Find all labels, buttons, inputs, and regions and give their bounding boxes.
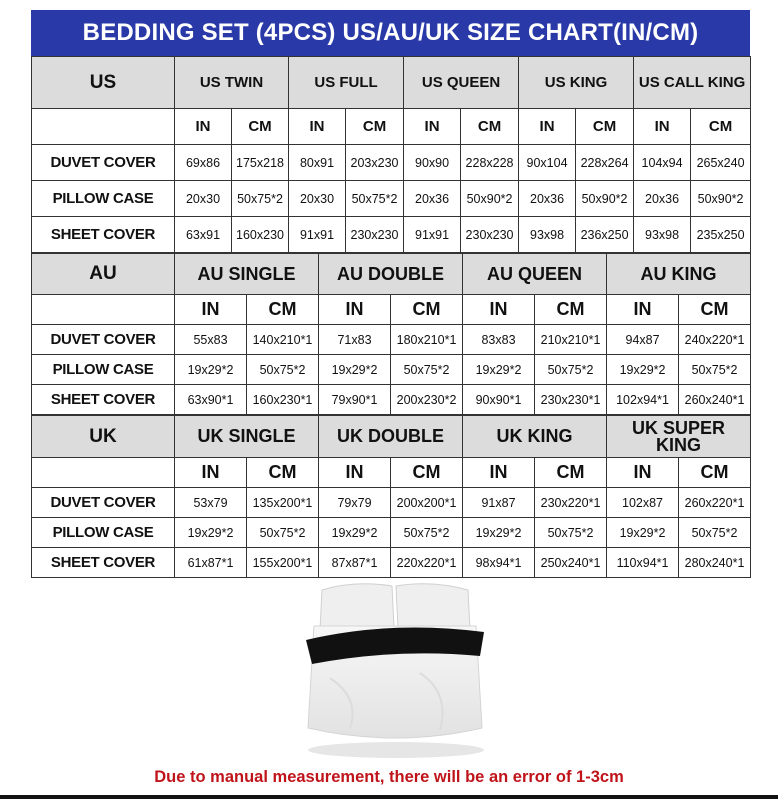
unit-cell: CM (247, 458, 319, 488)
value-cell: 104x94 (634, 145, 691, 181)
unit-cell: CM (691, 109, 751, 145)
uk-size-header-row (32, 416, 751, 458)
value-cell: 55x83 (175, 325, 247, 355)
uk-unit-row (32, 458, 751, 488)
au-size-header: AU QUEEN (463, 254, 607, 295)
us-size-header: US TWIN (175, 57, 289, 109)
unit-cell: IN (175, 295, 247, 325)
value-cell: 61x87*1 (175, 548, 247, 578)
value-cell: 50x75*2 (535, 355, 607, 385)
row-label: SHEET COVER (32, 217, 175, 253)
value-cell: 140x210*1 (247, 325, 319, 355)
table-row (32, 548, 751, 578)
value-cell: 50x75*2 (391, 355, 463, 385)
value-cell: 20x36 (404, 181, 461, 217)
value-cell: 50x75*2 (232, 181, 289, 217)
value-cell: 19x29*2 (319, 518, 391, 548)
value-cell: 20x30 (175, 181, 232, 217)
value-cell: 203x230 (346, 145, 404, 181)
unit-cell: IN (634, 109, 691, 145)
table-row (32, 145, 751, 181)
unit-cell: CM (679, 295, 751, 325)
value-cell: 230x230*1 (535, 385, 607, 415)
value-cell: 228x228 (461, 145, 519, 181)
value-cell: 220x220*1 (391, 548, 463, 578)
us-size-header: US FULL (289, 57, 404, 109)
value-cell: 260x240*1 (679, 385, 751, 415)
table-row (32, 488, 751, 518)
uk-size-header: UK SINGLE (175, 416, 319, 458)
row-label: SHEET COVER (32, 385, 175, 415)
row-label: SHEET COVER (32, 548, 175, 578)
bedding-set-photo-icon (300, 578, 490, 764)
value-cell: 50x75*2 (391, 518, 463, 548)
row-label: DUVET COVER (32, 488, 175, 518)
value-cell: 50x90*2 (691, 181, 751, 217)
unit-cell: CM (391, 295, 463, 325)
unit-cell: IN (404, 109, 461, 145)
us-size-header: US KING (519, 57, 634, 109)
au-size-header: AU SINGLE (175, 254, 319, 295)
value-cell: 69x86 (175, 145, 232, 181)
value-cell: 93x98 (519, 217, 576, 253)
unit-cell: IN (319, 458, 391, 488)
value-cell: 90x90*1 (463, 385, 535, 415)
unit-cell: CM (346, 109, 404, 145)
value-cell: 228x264 (576, 145, 634, 181)
value-cell: 135x200*1 (247, 488, 319, 518)
uk-size-header: UK DOUBLE (319, 416, 463, 458)
value-cell: 102x87 (607, 488, 679, 518)
value-cell: 210x210*1 (535, 325, 607, 355)
value-cell: 91x91 (289, 217, 346, 253)
unit-cell: CM (535, 458, 607, 488)
value-cell: 200x200*1 (391, 488, 463, 518)
table-row (32, 385, 751, 415)
value-cell: 230x220*1 (535, 488, 607, 518)
value-cell: 19x29*2 (319, 355, 391, 385)
value-cell: 180x210*1 (391, 325, 463, 355)
row-label: PILLOW CASE (32, 518, 175, 548)
value-cell: 160x230*1 (247, 385, 319, 415)
us-size-table (31, 56, 751, 253)
value-cell: 83x83 (463, 325, 535, 355)
unit-cell: CM (391, 458, 463, 488)
uk-size-table (31, 415, 751, 578)
value-cell: 20x30 (289, 181, 346, 217)
au-size-header: AU DOUBLE (319, 254, 463, 295)
chart-title: BEDDING SET (4PCS) US/AU/UK SIZE CHART(IN/CM) (31, 10, 750, 56)
au-region-label: AU (32, 254, 175, 295)
au-size-header: AU KING (607, 254, 751, 295)
row-label: DUVET COVER (32, 145, 175, 181)
table-row (32, 518, 751, 548)
value-cell: 230x230 (461, 217, 519, 253)
unit-cell: IN (519, 109, 576, 145)
value-cell: 50x75*2 (679, 355, 751, 385)
us-region-label: US (32, 57, 175, 109)
uk-region-label: UK (32, 416, 175, 458)
unit-cell: IN (175, 458, 247, 488)
row-label: PILLOW CASE (32, 181, 175, 217)
value-cell: 71x83 (319, 325, 391, 355)
au-unit-row (32, 295, 751, 325)
unit-cell: CM (232, 109, 289, 145)
value-cell: 230x230 (346, 217, 404, 253)
value-cell: 235x250 (691, 217, 751, 253)
value-cell: 19x29*2 (463, 518, 535, 548)
blank-cell (32, 295, 175, 325)
value-cell: 91x91 (404, 217, 461, 253)
table-row (32, 217, 751, 253)
value-cell: 102x94*1 (607, 385, 679, 415)
value-cell: 91x87 (463, 488, 535, 518)
value-cell: 50x75*2 (346, 181, 404, 217)
value-cell: 155x200*1 (247, 548, 319, 578)
value-cell: 19x29*2 (607, 518, 679, 548)
us-size-header: US QUEEN (404, 57, 519, 109)
blank-cell (32, 458, 175, 488)
value-cell: 63x90*1 (175, 385, 247, 415)
table-row (32, 355, 751, 385)
size-chart (31, 10, 750, 578)
value-cell: 94x87 (607, 325, 679, 355)
value-cell: 50x75*2 (247, 518, 319, 548)
us-size-header: US CALL KING (634, 57, 751, 109)
value-cell: 280x240*1 (679, 548, 751, 578)
value-cell: 98x94*1 (463, 548, 535, 578)
value-cell: 19x29*2 (607, 355, 679, 385)
row-label: PILLOW CASE (32, 355, 175, 385)
value-cell: 50x75*2 (535, 518, 607, 548)
unit-cell: IN (607, 295, 679, 325)
table-row (32, 325, 751, 355)
value-cell: 63x91 (175, 217, 232, 253)
value-cell: 19x29*2 (175, 355, 247, 385)
value-cell: 20x36 (519, 181, 576, 217)
unit-cell: CM (461, 109, 519, 145)
unit-cell: IN (289, 109, 346, 145)
value-cell: 200x230*2 (391, 385, 463, 415)
unit-cell: IN (463, 295, 535, 325)
uk-size-header: UK SUPER KING (607, 416, 751, 458)
value-cell: 90x90 (404, 145, 461, 181)
value-cell: 87x87*1 (319, 548, 391, 578)
unit-cell: CM (679, 458, 751, 488)
value-cell: 20x36 (634, 181, 691, 217)
value-cell: 50x90*2 (576, 181, 634, 217)
us-size-header-row (32, 57, 751, 109)
value-cell: 53x79 (175, 488, 247, 518)
value-cell: 265x240 (691, 145, 751, 181)
row-label: DUVET COVER (32, 325, 175, 355)
value-cell: 80x91 (289, 145, 346, 181)
value-cell: 50x90*2 (461, 181, 519, 217)
bottom-divider (0, 795, 778, 799)
unit-cell: CM (247, 295, 319, 325)
measurement-note: Due to manual measurement, there will be an error of 1-3cm (154, 768, 624, 786)
value-cell: 50x75*2 (679, 518, 751, 548)
table-row (32, 181, 751, 217)
unit-cell: IN (175, 109, 232, 145)
value-cell: 260x220*1 (679, 488, 751, 518)
value-cell: 236x250 (576, 217, 634, 253)
value-cell: 90x104 (519, 145, 576, 181)
value-cell: 50x75*2 (247, 355, 319, 385)
value-cell: 160x230 (232, 217, 289, 253)
unit-cell: IN (319, 295, 391, 325)
value-cell: 19x29*2 (175, 518, 247, 548)
value-cell: 110x94*1 (607, 548, 679, 578)
value-cell: 79x90*1 (319, 385, 391, 415)
us-unit-row (32, 109, 751, 145)
unit-cell: CM (576, 109, 634, 145)
unit-cell: IN (607, 458, 679, 488)
unit-cell: IN (463, 458, 535, 488)
value-cell: 240x220*1 (679, 325, 751, 355)
au-size-table (31, 253, 751, 415)
unit-cell: CM (535, 295, 607, 325)
value-cell: 79x79 (319, 488, 391, 518)
blank-cell (32, 109, 175, 145)
value-cell: 175x218 (232, 145, 289, 181)
value-cell: 250x240*1 (535, 548, 607, 578)
value-cell: 19x29*2 (463, 355, 535, 385)
value-cell: 93x98 (634, 217, 691, 253)
au-size-header-row (32, 254, 751, 295)
uk-size-header: UK KING (463, 416, 607, 458)
